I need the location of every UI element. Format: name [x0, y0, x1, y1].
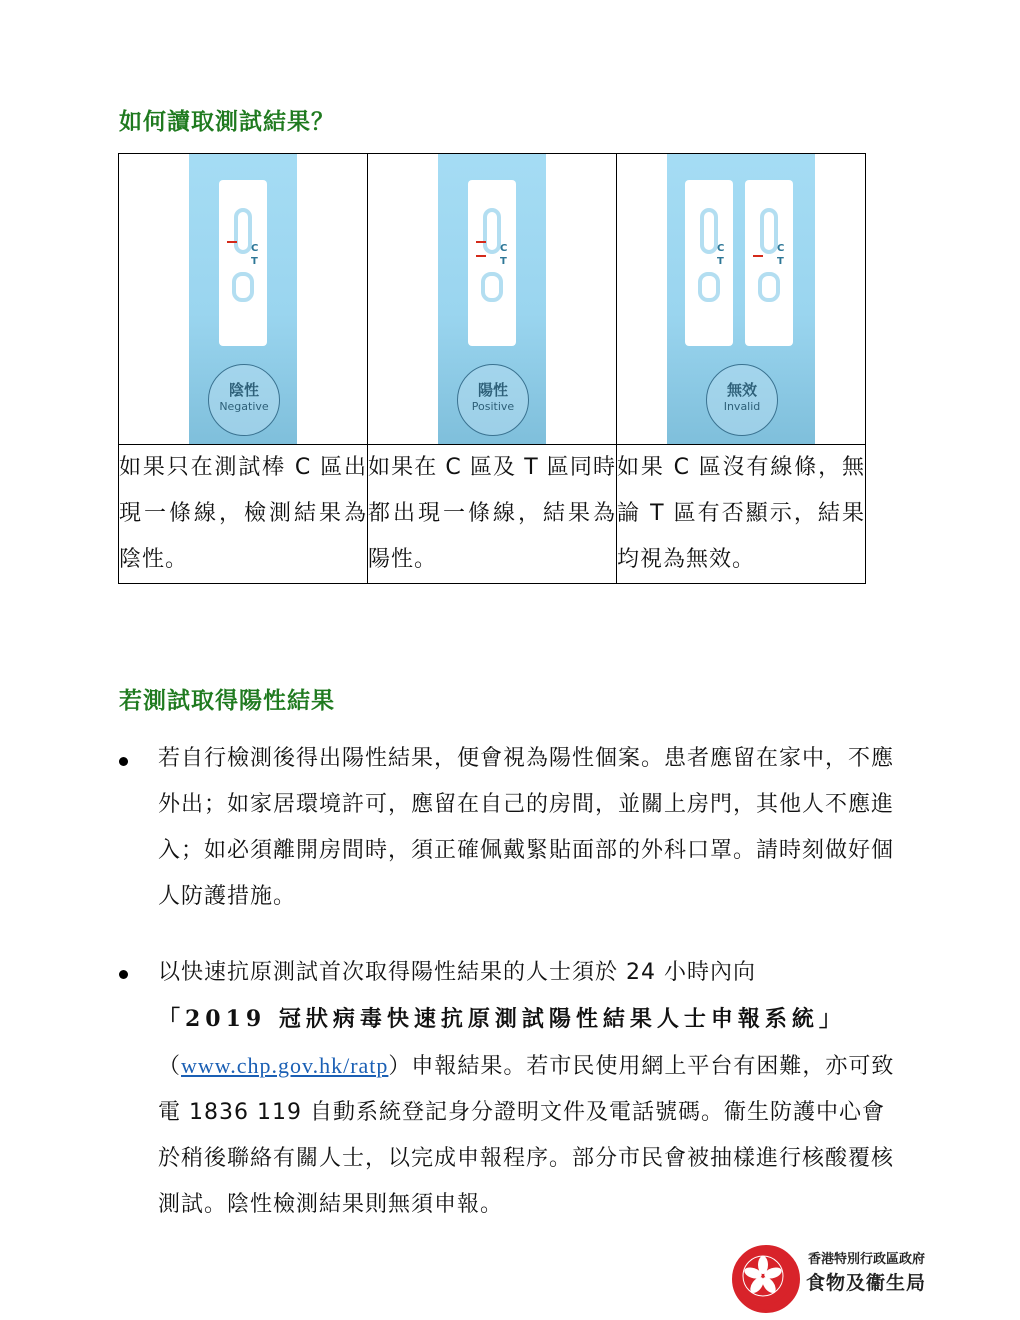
- t-line: [476, 255, 486, 257]
- positive-panel: [438, 154, 546, 444]
- reporting-system-name: 「2019 冠狀病毒快速抗原測試陽性結果人士申報系統」: [158, 1006, 846, 1032]
- positive-text: 如果在 C 區及 T 區同時都出現一條線，結果為陽性。: [368, 445, 617, 584]
- c-line: [227, 241, 237, 243]
- invalid-image-cell: [617, 154, 866, 445]
- hksar-emblem: [732, 1245, 800, 1313]
- test-strip: C T: [685, 180, 733, 346]
- positive-image-cell: [368, 154, 617, 445]
- heading-positive-result: 若測試取得陽性結果: [119, 688, 335, 714]
- positive-badge: 陽性 Positive: [457, 364, 529, 436]
- negative-panel: [189, 154, 297, 444]
- government-name: 香港特別行政區政府: [808, 1252, 926, 1267]
- bullet-reporting: 以快速抗原測試首次取得陽性結果的人士須於 24 小時內向 「2019 冠狀病毒快速抗原測試陽性結果人士申報系統」 （www.chp.gov.hk/ratp）申報結果。若市民使用網上平台有困難，亦可致電 1836 119 自動系統登記身分證明文件及電話號碼。衞生防護中心會於稍後聯絡有關人士，以完成申報程序。部分市民會被抽樣進行核酸覆核測試。陰性檢測結果則無須申報。: [158, 960, 895, 1217]
- negative-badge: 陰性 Negative: [208, 364, 280, 436]
- invalid-badge: 無效 Invalid: [706, 364, 778, 436]
- bureau-name: 食物及衞生局: [806, 1272, 927, 1294]
- results-table: [118, 153, 866, 584]
- heading-read-results: 如何讀取測試結果？: [119, 109, 335, 135]
- test-strip: C T: [745, 180, 793, 346]
- t-line: [753, 255, 763, 257]
- negative-text: 如果只在測試棒 C 區出現一條線，檢測結果為陰性。: [119, 445, 368, 584]
- negative-image-cell: [119, 154, 368, 445]
- ratp-link[interactable]: www.chp.gov.hk/ratp: [181, 1053, 389, 1078]
- bullet-isolation: 若自行檢測後得出陽性結果，便會視為陽性個案。患者應留在家中，不應外出；如家居環境許可，應留在自己的房間，並關上房門，其他人不應進入；如必須離開房間時，須正確佩戴緊貼面部的外科口罩。請時刻做好個人防護措施。: [158, 746, 895, 909]
- invalid-panel: [667, 154, 815, 444]
- c-line: [476, 241, 486, 243]
- bullet-dot: [119, 970, 128, 979]
- test-strip: C T: [219, 180, 267, 346]
- test-strip: C T: [468, 180, 516, 346]
- bullet-dot: [119, 757, 128, 766]
- invalid-text: 如果 C 區沒有線條，無論 T 區有否顯示，結果均視為無效。: [617, 445, 866, 584]
